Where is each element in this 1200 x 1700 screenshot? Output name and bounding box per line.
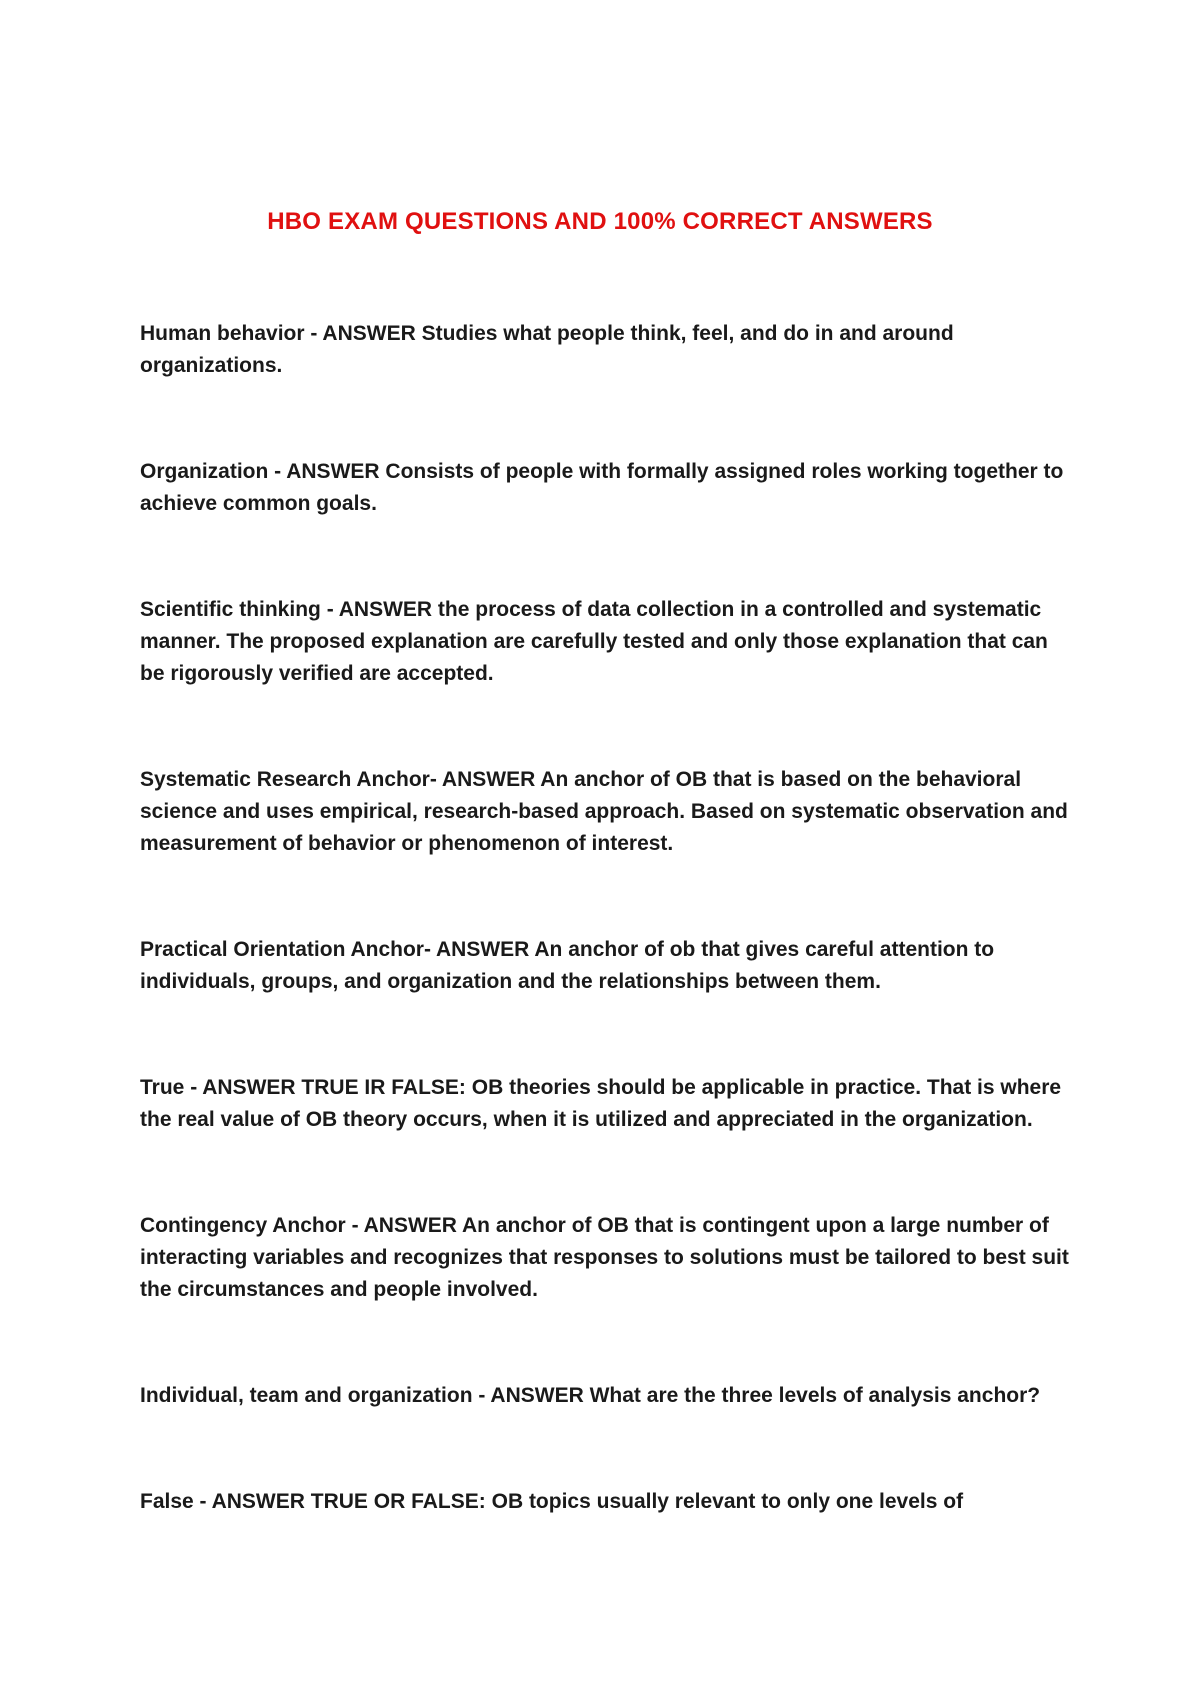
qa-answer: Consists of people with formally assigned roles working together to achieve common goals.: [140, 460, 1064, 515]
document-title: HBO EXAM QUESTIONS AND 100% CORRECT ANSWERS: [267, 208, 933, 235]
qa-answer: the process of data collection in a controlled and systematic manner. The proposed explanation are carefully tested and only those explanation that can be rigorously verified are accepted.: [140, 598, 1048, 685]
qa-term: Individual, team and organization: [140, 1384, 473, 1407]
qa-separator: - ANSWER: [429, 768, 541, 791]
qa-separator: - ANSWER: [268, 460, 386, 483]
qa-separator: - ANSWER: [184, 1076, 302, 1099]
qa-term: Scientific thinking: [140, 598, 321, 621]
qa-term: Practical Orientation Anchor: [140, 938, 424, 961]
qa-answer: TRUE OR FALSE: OB topics usually relevant to only one levels of: [310, 1490, 964, 1513]
qa-entry: [140, 1380, 1070, 1412]
qa-entry: [140, 318, 1070, 382]
qa-term: Systematic Research Anchor: [140, 768, 430, 791]
qa-list: [140, 318, 1070, 1518]
qa-answer: Studies what people think, feel, and do in and around organizations.: [140, 322, 954, 377]
qa-separator: - ANSWER: [304, 322, 422, 345]
qa-entry: [140, 594, 1070, 690]
qa-entry: [140, 456, 1070, 520]
qa-entry: [140, 934, 1070, 998]
qa-answer: An anchor of ob that gives careful attention to individuals, groups, and organization and the relationships between them.: [140, 938, 995, 993]
qa-term: Contingency Anchor: [140, 1214, 346, 1237]
qa-term: True: [140, 1076, 185, 1099]
qa-separator: - ANSWER: [193, 1490, 311, 1513]
qa-answer: TRUE IR FALSE: OB theories should be applicable in practice. That is where the real value of OB theory occurs, when it is utilized and appreciated in the organization.: [140, 1076, 1062, 1131]
qa-term: False: [140, 1490, 194, 1513]
qa-term: Human behavior: [140, 322, 305, 345]
qa-entry: [140, 1072, 1070, 1136]
qa-entry: [140, 764, 1070, 860]
qa-term: Organization: [140, 460, 269, 483]
qa-answer: What are the three levels of analysis anchor?: [589, 1384, 1041, 1407]
qa-separator: - ANSWER: [320, 598, 438, 621]
qa-separator: - ANSWER: [472, 1384, 590, 1407]
qa-entry: [140, 1486, 1070, 1518]
qa-answer: An anchor of OB that is contingent upon a large number of interacting variables and recognizes that responses to solutions must be tailored to best suit the circumstances and people involved.: [140, 1214, 1069, 1301]
qa-separator: - ANSWER: [345, 1214, 463, 1237]
qa-separator: - ANSWER: [423, 938, 535, 961]
qa-answer: An anchor of OB that is based on the behavioral science and uses empirical, research-based approach. Based on systematic observation and measurement of behavior or phenomenon of interest.: [140, 768, 1068, 855]
qa-entry: [140, 1210, 1070, 1306]
